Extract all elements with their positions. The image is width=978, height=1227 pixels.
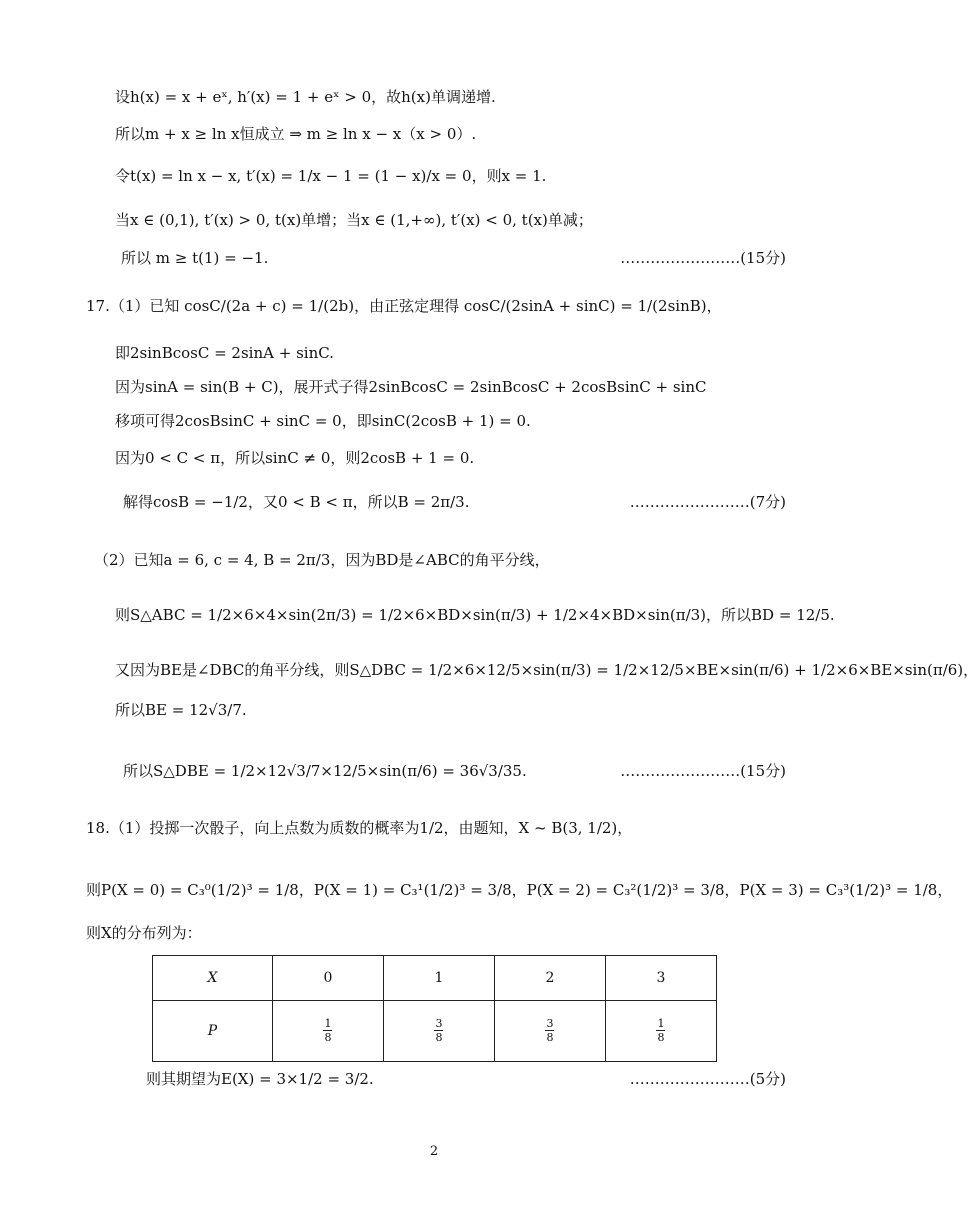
- table-row: [153, 956, 717, 1001]
- table-header-cell: X: [153, 956, 273, 1001]
- denominator: 8: [435, 1031, 443, 1044]
- page-number: 2: [429, 1144, 439, 1159]
- q17-part2-given: （2）已知a = 6, c = 4, B = 2π/3，因为BD是∠ABC的角平分线，: [94, 551, 550, 569]
- q17-area-dbc: 又因为BE是∠DBC的角平分线，则S△DBC = 1/2×6×12/5×sin(π/3) = 1/2×12/5×BE×sin(π/6) + 1/2×6×BE×sin(π/6)，: [115, 661, 978, 679]
- q17-area-dbe: 所以S△DBE = 1/2×12√3/7×12/5×sin(π/6) = 36√3/35.: [123, 762, 527, 780]
- line-monotonicity: 当x ∈ (0,1), t′(x) > 0, t(x)单增；当x ∈ (1,+∞), t′(x) < 0, t(x)单减；: [115, 211, 593, 229]
- q17-part1-given: 17.（1）已知 cosC/(2a + c) = 1/(2b)，由正弦定理得 cosC/(2sinA + sinC) = 1/(2sinB)，: [86, 297, 722, 315]
- table-cell: [272, 1001, 383, 1062]
- table-row-label: P: [153, 1001, 273, 1062]
- distribution-table: [152, 955, 717, 1062]
- fraction: [656, 1017, 665, 1044]
- score-15-a: ……………………(15分): [620, 249, 786, 267]
- line-t-derivative: 令t(x) = ln x − x, t′(x) = 1/x − 1 = (1 − x)/x = 0，则x = 1.: [115, 167, 547, 185]
- table-row: [153, 1001, 717, 1062]
- q18-part1-intro: 18.（1）投掷一次骰子，向上点数为质数的概率为1/2，由题知，X ~ B(3, 1/2)，: [86, 819, 633, 837]
- table-header-cell: 1: [383, 956, 494, 1001]
- fraction: [323, 1017, 332, 1044]
- table-cell: [494, 1001, 605, 1062]
- q17-step-4: 因为0 < C < π，所以sinC ≠ 0，则2cosB + 1 = 0.: [115, 449, 475, 467]
- table-header-cell: 3: [605, 956, 716, 1001]
- numerator: 1: [324, 1017, 332, 1030]
- line-h-increasing: 设h(x) = x + eˣ, h′(x) = 1 + eˣ > 0，故h(x)单调递增.: [115, 88, 496, 106]
- q17-step-1: 即2sinBcosC = 2sinA + sinC.: [115, 344, 334, 362]
- q18-expectation: 则其期望为E(X) = 3×1/2 = 3/2.: [146, 1070, 374, 1088]
- q17-be-value: 所以BE = 12√3/7.: [115, 701, 247, 719]
- q17-area-abc: 则S△ABC = 1/2×6×4×sin(2π/3) = 1/2×6×BD×sin(π/3) + 1/2×4×BD×sin(π/3)，所以BD = 12/5.: [115, 606, 835, 624]
- score-7: ……………………(7分): [629, 493, 786, 511]
- numerator: 3: [546, 1017, 554, 1030]
- table-cell: [605, 1001, 716, 1062]
- denominator: 8: [324, 1031, 332, 1044]
- q17-step-5: 解得cosB = −1/2，又0 < B < π，所以B = 2π/3.: [123, 493, 470, 511]
- numerator: 1: [657, 1017, 665, 1030]
- score-15-b: ……………………(15分): [620, 762, 786, 780]
- line-m-inequality: 所以m + x ≥ ln x恒成立 ⇒ m ≥ ln x − x（x > 0）.: [115, 125, 477, 143]
- denominator: 8: [657, 1031, 665, 1044]
- table-header-cell: 0: [272, 956, 383, 1001]
- fraction: [545, 1017, 554, 1044]
- q17-step-2: 因为sinA = sin(B + C)，展开式子得2sinBcosC = 2sinBcosC + 2cosBsinC + sinC: [115, 378, 707, 396]
- line-m-conclusion: 所以 m ≥ t(1) = −1.: [121, 249, 269, 267]
- score-5: ……………………(5分): [629, 1070, 786, 1088]
- numerator: 3: [435, 1017, 443, 1030]
- q17-step-3: 移项可得2cosBsinC + sinC = 0，即sinC(2cosB + 1) = 0.: [115, 412, 531, 430]
- q18-distribution-label: 则X的分布列为：: [86, 924, 202, 942]
- table-header-cell: 2: [494, 956, 605, 1001]
- table-cell: [383, 1001, 494, 1062]
- denominator: 8: [546, 1031, 554, 1044]
- fraction: [434, 1017, 443, 1044]
- q18-probabilities: 则P(X = 0) = C₃⁰(1/2)³ = 1/8，P(X = 1) = C₃¹(1/2)³ = 3/8，P(X = 2) = C₃²(1/2)³ = 3/8，P(X = 3) = C₃³(1/2)³ = 1/8，: [86, 881, 953, 899]
